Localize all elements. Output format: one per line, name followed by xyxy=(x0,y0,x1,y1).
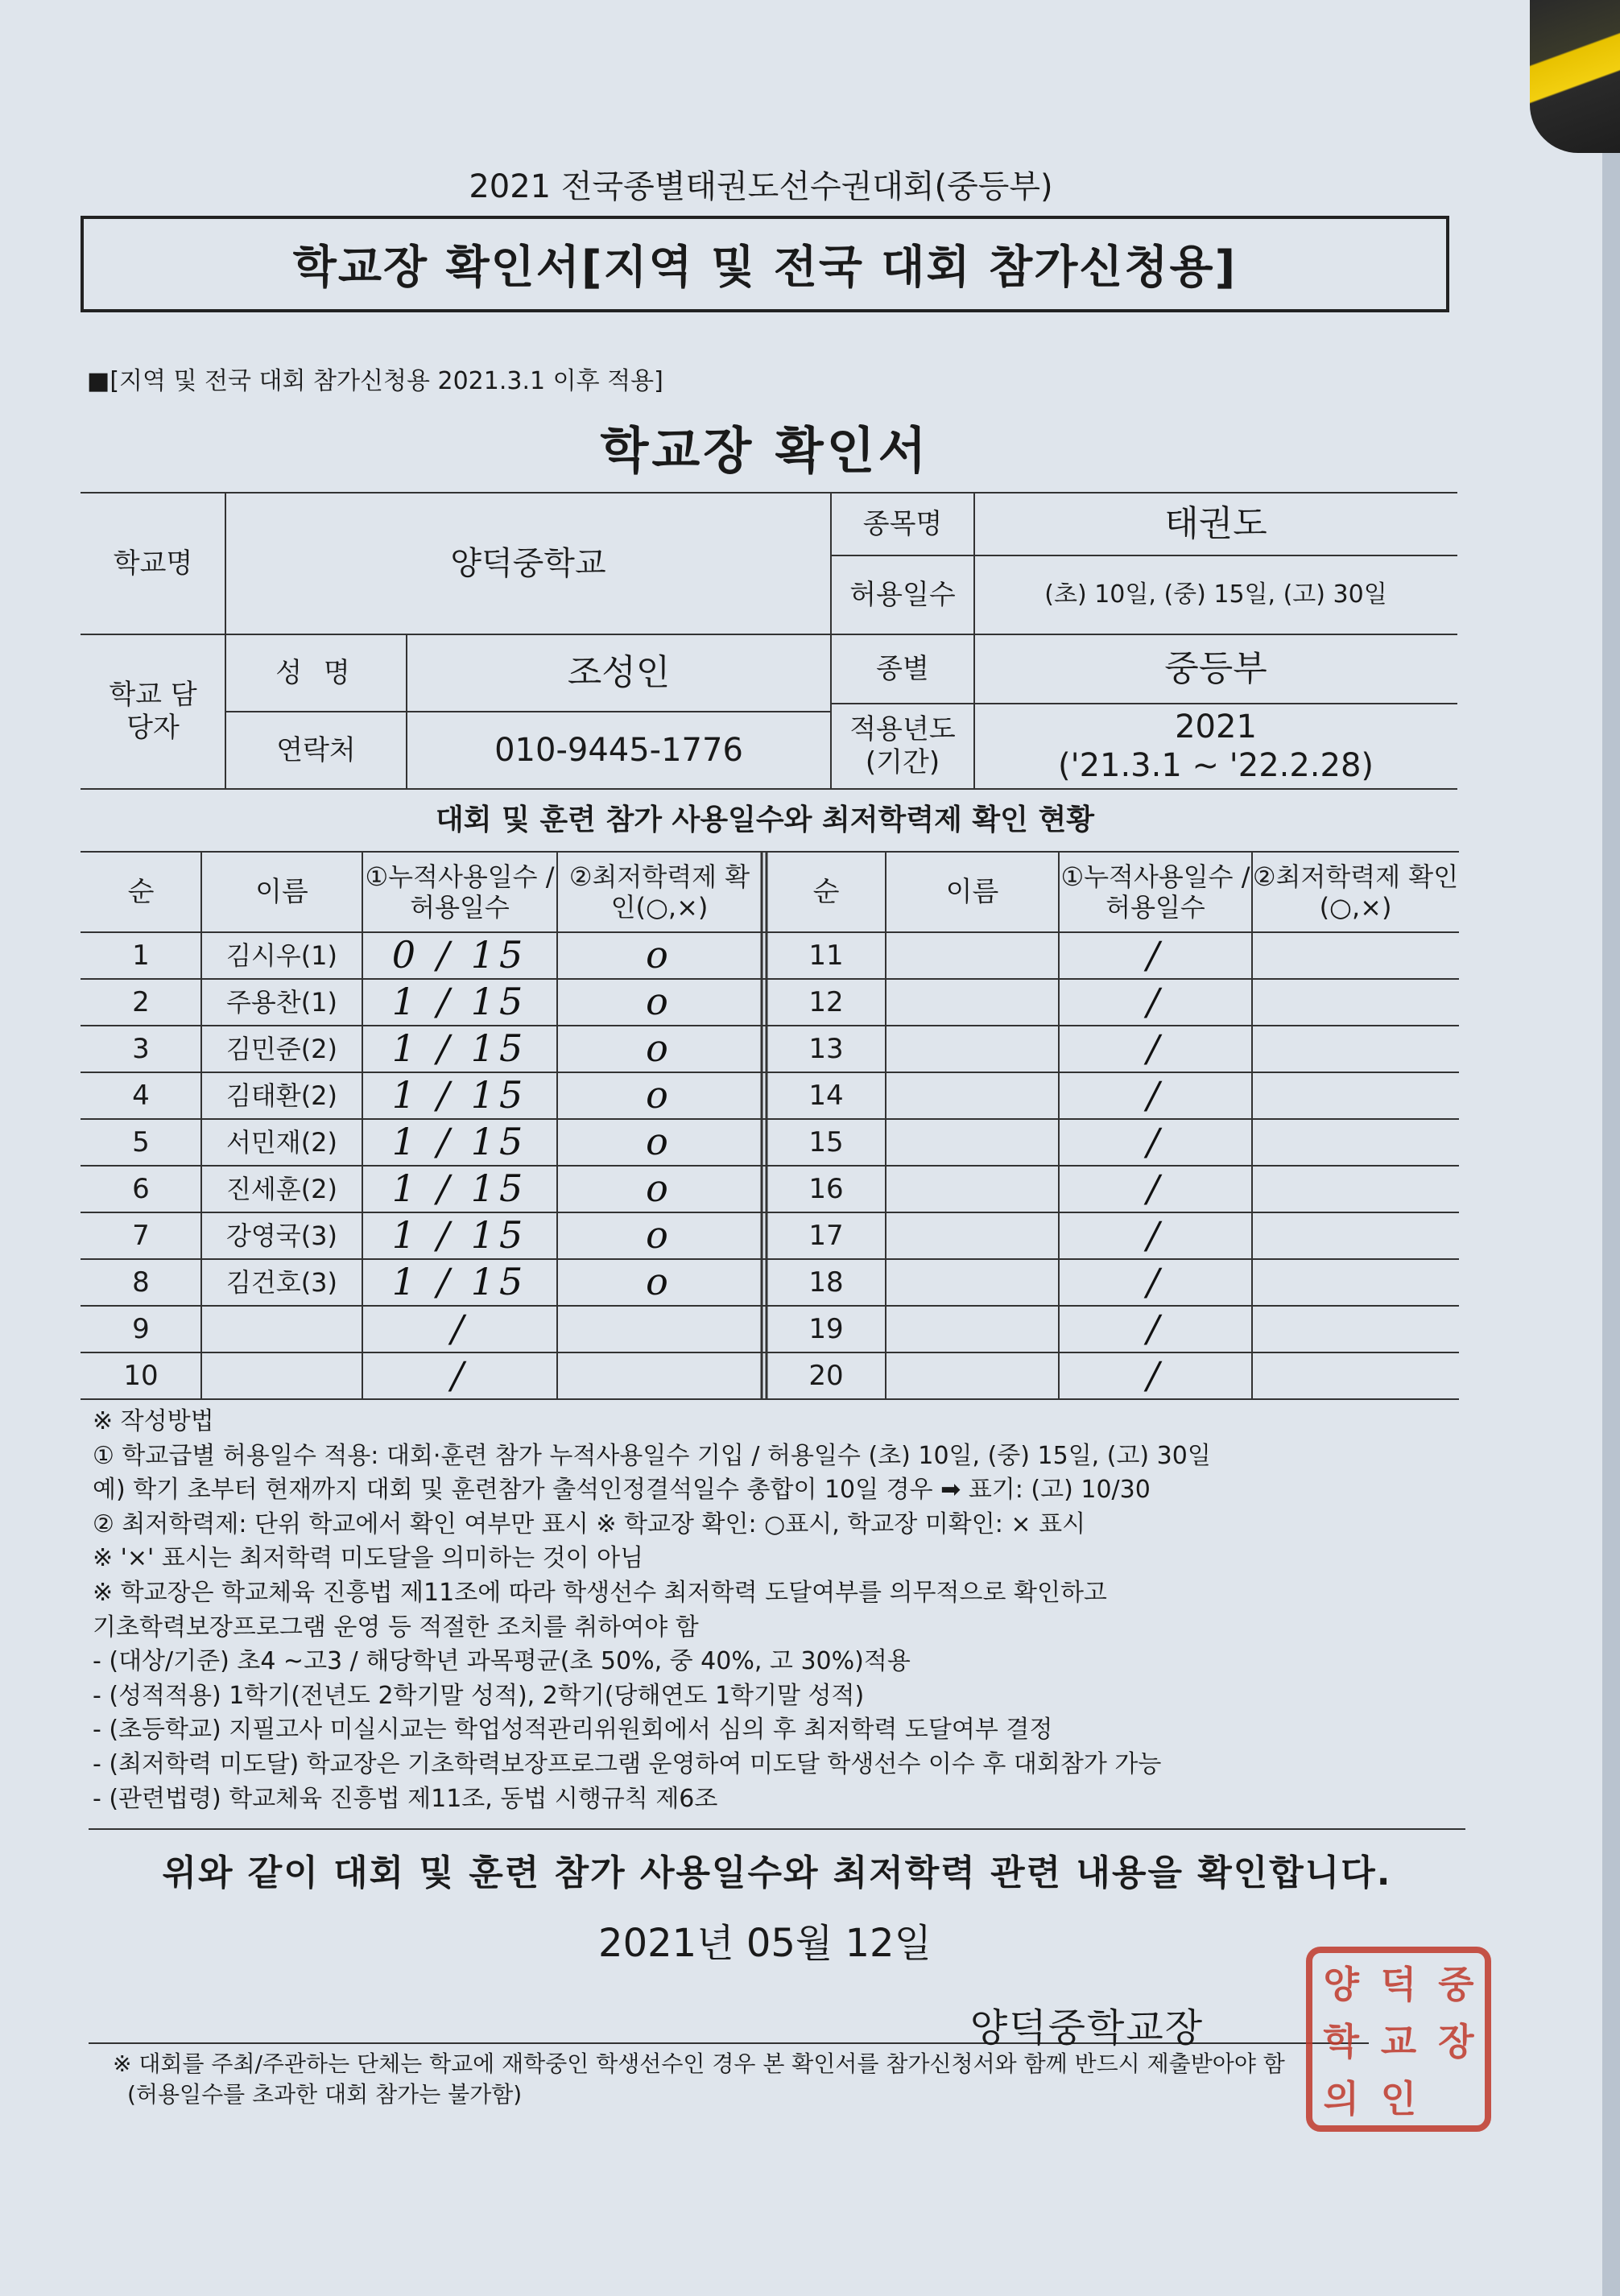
row-days: 1 / 15 xyxy=(391,1167,528,1211)
instruction-line: ① 학교급별 허용일수 적용: 대회·훈련 참가 누적사용일수 기입 / 허용일수 (초) 10일, (중) 15일, (고) 30일 xyxy=(93,1441,1211,1470)
row-check: o xyxy=(646,1213,673,1257)
apply-note: ■[지역 및 전국 대회 참가신청용 2021.3.1 이후 적용] xyxy=(87,367,663,395)
instruction-line: ※ '×' 표시는 최저학력 미도달을 의미하는 것이 아님 xyxy=(93,1544,644,1573)
row-check: o xyxy=(646,1120,673,1164)
row-number: 3 xyxy=(132,1032,150,1065)
row-number: 1 xyxy=(132,939,150,972)
row-days: / xyxy=(451,1353,469,1398)
col-no-right: 순 xyxy=(812,875,840,908)
instruction-line: - (초등학교) 지필고사 미실시교는 학업성적관리위원회에서 심의 후 최저학력 도달여부 결정 xyxy=(93,1716,1053,1745)
instruction-line: 예) 학기 초부터 현재까지 대회 및 훈련참가 출석인정결석일수 총합이 10일 경우 ➡ 표기: (고) 10/30 xyxy=(93,1476,1151,1505)
row-number: 6 xyxy=(132,1172,150,1205)
row-name xyxy=(201,1306,362,1352)
row-number: 4 xyxy=(132,1079,150,1112)
col-no-left: 순 xyxy=(127,875,155,908)
division-value: 중등부 xyxy=(1164,647,1267,689)
row-days: 1 / 15 xyxy=(391,1120,528,1164)
col-days-right: ①누적사용일수 /허용일수 xyxy=(1060,861,1250,923)
row-name xyxy=(201,1352,362,1399)
col-days-left: ①누적사용일수 /허용일수 xyxy=(365,861,555,923)
row-days: 1 / 15 xyxy=(391,1213,528,1257)
row-days: / xyxy=(451,1307,469,1351)
contact-value: 010-9445-1776 xyxy=(494,732,743,769)
row-days: / xyxy=(1147,1353,1164,1398)
row-number: 18 xyxy=(808,1266,844,1299)
instruction-line: - (관련법령) 학교체육 진흥법 제11조, 동법 시행규칙 제6조 xyxy=(93,1784,718,1813)
row-days: / xyxy=(1147,933,1164,977)
row-number: 9 xyxy=(132,1312,150,1345)
instruction-line: - (최저학력 미도달) 학교장은 기초학력보장프로그램 운영하여 미도달 학생선수 이수 후 대회참가 가능 xyxy=(93,1749,1162,1778)
row-name: 서민재(2) xyxy=(225,1126,338,1158)
footnote-line: (허용일수를 초과한 대회 참가는 불가함) xyxy=(127,2080,523,2108)
row-days: 1 / 15 xyxy=(391,1026,528,1071)
row-number: 19 xyxy=(808,1312,844,1345)
period-value: ('21.3.1 ~ '22.2.28) xyxy=(1057,747,1374,784)
row-number: 17 xyxy=(808,1219,844,1252)
row-number: 10 xyxy=(123,1359,159,1392)
row-days: / xyxy=(1147,1307,1164,1351)
row-number: 11 xyxy=(808,939,844,972)
row-check xyxy=(1252,1119,1459,1166)
footnote xyxy=(113,2049,1401,2110)
row-name: 김민준(2) xyxy=(225,1033,338,1064)
row-name xyxy=(886,979,1059,1026)
row-check: o xyxy=(646,980,673,1024)
row-name xyxy=(886,1212,1059,1259)
year-label: 적용년도 (기간) xyxy=(849,713,956,778)
allowed-days-value: (초) 10일, (중) 15일, (고) 30일 xyxy=(1044,580,1387,609)
name-value: 조성인 xyxy=(567,651,671,693)
row-days: 1 / 15 xyxy=(391,980,528,1024)
row-name: 강영국(3) xyxy=(225,1220,338,1251)
allowed-days-label: 허용일수 xyxy=(849,578,956,611)
row-check xyxy=(1252,1352,1459,1399)
row-days: / xyxy=(1147,1167,1164,1211)
row-number: 8 xyxy=(132,1266,150,1299)
row-name: 주용찬(1) xyxy=(225,986,338,1018)
row-days: / xyxy=(1147,1026,1164,1071)
row-check xyxy=(557,1306,762,1352)
row-number: 16 xyxy=(808,1172,844,1205)
row-check xyxy=(1252,1212,1459,1259)
row-days: / xyxy=(1147,1260,1164,1304)
name-label: 성 명 xyxy=(275,656,357,689)
confirmation-statement: 위와 같이 대회 및 훈련 참가 사용일수와 최저학력 관련 내용을 확인합니다. xyxy=(162,1852,1392,1893)
col-name-right: 이름 xyxy=(945,875,999,908)
row-check xyxy=(1252,1259,1459,1306)
row-number: 13 xyxy=(808,1032,844,1065)
row-days: / xyxy=(1147,1120,1164,1164)
row-check: o xyxy=(646,1260,673,1304)
row-number: 7 xyxy=(132,1219,150,1252)
row-check: o xyxy=(646,1073,673,1117)
school-label: 학교명 xyxy=(113,547,193,580)
row-check: o xyxy=(646,1026,673,1071)
contact-label: 연락처 xyxy=(276,733,356,766)
row-name: 김시우(1) xyxy=(225,939,338,971)
row-number: 15 xyxy=(808,1125,844,1158)
row-name xyxy=(886,1166,1059,1212)
row-days: 0 / 15 xyxy=(391,933,528,977)
document-box-title: 학교장 확인서[지역 및 전국 대회 참가신청용] xyxy=(81,216,1449,312)
instruction-line: ② 최저학력제: 단위 학교에서 확인 여부만 표시 ※ 학교장 확인: ○표시, 학교장 미확인: × 표시 xyxy=(93,1509,1086,1538)
row-number: 2 xyxy=(132,985,150,1018)
footnote-line: ※ 대회를 주최/주관하는 단체는 학교에 재학중인 학생선수인 경우 본 확인서를 참가신청서와 함께 반드시 제출받아야 함 xyxy=(113,2050,1285,2077)
row-days: / xyxy=(1147,980,1164,1024)
year-cell xyxy=(974,704,1457,789)
row-days: / xyxy=(1147,1073,1164,1117)
row-number: 20 xyxy=(808,1359,844,1392)
status-section-title: 대회 및 훈련 참가 사용일수와 최저학력제 확인 현황 xyxy=(435,803,1095,836)
instruction-line: - (성적적용) 1학기(전년도 2학기말 성적), 2학기(당해연도 1학기말 성적) xyxy=(93,1681,865,1710)
row-check xyxy=(1252,979,1459,1026)
row-number: 5 xyxy=(132,1125,150,1158)
school-value: 양덕중학교 xyxy=(450,545,606,582)
row-name xyxy=(886,932,1059,979)
event-label: 종목명 xyxy=(862,507,943,540)
row-name xyxy=(886,1072,1059,1119)
row-days: 1 / 15 xyxy=(391,1260,528,1304)
instruction-line: ※ 작성방법 xyxy=(93,1407,214,1435)
row-check xyxy=(1252,932,1459,979)
row-check: o xyxy=(646,1167,673,1211)
row-check xyxy=(1252,1026,1459,1072)
row-name: 김건호(3) xyxy=(225,1266,338,1298)
row-name xyxy=(886,1026,1059,1072)
issue-date: 2021년 05월 12일 xyxy=(598,1921,932,1966)
principal-signature: 양덕중학교장 xyxy=(969,2005,1205,2050)
writing-instructions xyxy=(93,1405,1477,1816)
row-number: 14 xyxy=(808,1079,844,1112)
row-name: 김태환(2) xyxy=(225,1080,338,1111)
main-title: 학교장 확인서 xyxy=(600,421,930,480)
instruction-line: - (대상/기준) 초4 ~고3 / 해당학년 과목평균(초 50%, 중 40%, 고 30%)적용 xyxy=(93,1647,911,1676)
row-check xyxy=(1252,1306,1459,1352)
row-name xyxy=(886,1119,1059,1166)
row-days: / xyxy=(1147,1213,1164,1257)
row-days: 1 / 15 xyxy=(391,1073,528,1117)
row-check xyxy=(1252,1166,1459,1212)
row-number: 12 xyxy=(808,985,844,1018)
row-name xyxy=(886,1306,1059,1352)
col-check-left: ②최저학력제 확인(○,×) xyxy=(568,861,750,923)
row-check: o xyxy=(646,933,673,977)
official-seal: 양 덕 중 학 교 장 의 인 xyxy=(1306,1947,1491,2132)
instruction-line: 기초학력보장프로그램 운영 등 적절한 조치를 취하여야 함 xyxy=(93,1613,699,1641)
event-value: 태권도 xyxy=(1164,502,1267,544)
row-check xyxy=(557,1352,762,1399)
event-title: 2021 전국종별태권도선수권대회(중등부) xyxy=(469,168,1053,205)
division-label: 종별 xyxy=(876,652,929,685)
col-name-left: 이름 xyxy=(255,875,308,908)
col-check-right: ②최저학력제 확인(○,×) xyxy=(1252,861,1459,923)
year-value: 2021 xyxy=(1175,708,1257,745)
manager-label: 학교 담당자 xyxy=(109,679,197,744)
row-check xyxy=(1252,1072,1459,1119)
row-name xyxy=(886,1259,1059,1306)
row-name xyxy=(886,1352,1059,1399)
row-name: 진세훈(2) xyxy=(225,1173,338,1204)
instruction-line: ※ 학교장은 학교체육 진흥법 제11조에 따라 학생선수 최저학력 도달여부를 의무적으로 확인하고 xyxy=(93,1578,1107,1607)
